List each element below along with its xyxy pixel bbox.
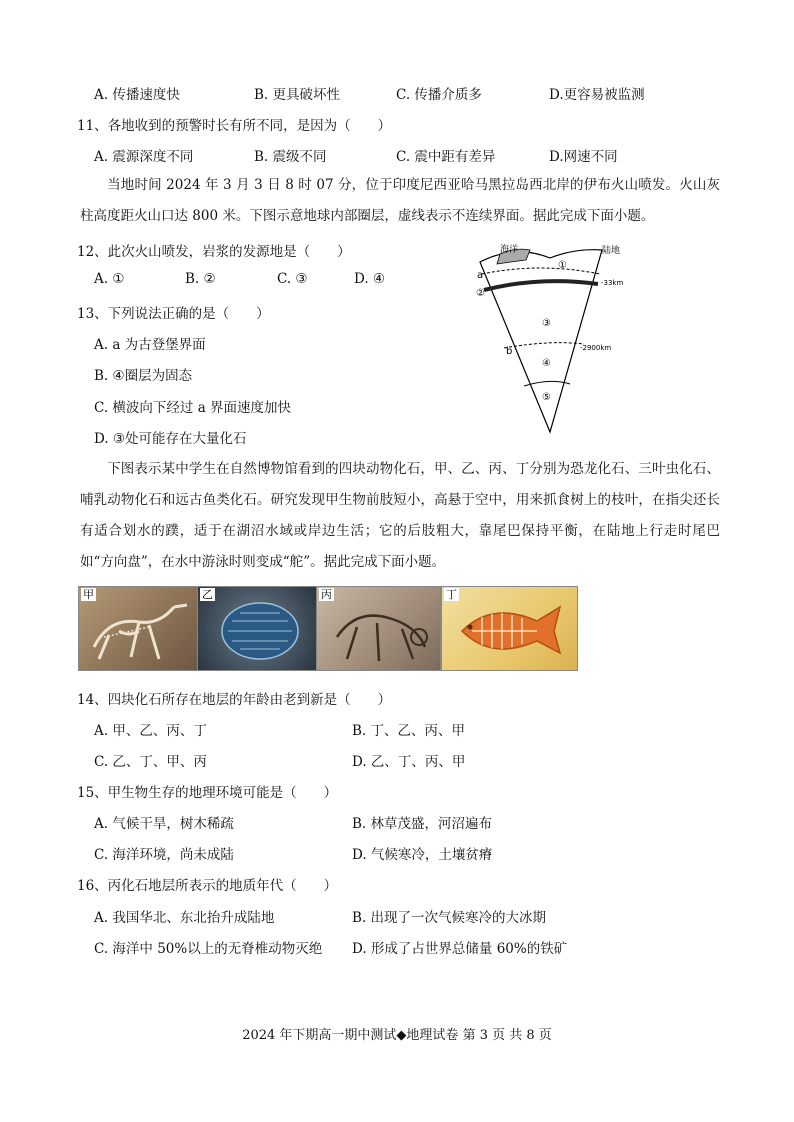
q15-stem: 15、甲生物生存的地理环境可能是（ ） [77,785,338,801]
earth-interior-diagram [470,240,630,436]
q14-stem: 14、四块化石所存在地层的年龄由老到新是（ ） [77,692,392,708]
label-circle-5: ⑤ [542,392,551,403]
fossil-ding-image [441,586,578,671]
q13-option-a: A. a 为古登堡界面 [94,337,206,353]
passage-fossils-text: 下图表示某中学生在自然博物馆看到的四块动物化石，甲、乙、丙、丁分别为恐龙化石、三叶虫化石、哺乳动物化石和远古鱼类化石。研究发现甲生物前肢短小，高悬于空中，用来抓食树上的枝叶，在指尖还长有适合划水的蹼，适于在湖沼水域或岸边生活；它的后肢粗大，靠尾巴保持平衡，在陆地上行走时尾巴如“方向盘”，在水中游泳时则变成“舵”。据此完成下面小题。 [80,461,720,570]
q13-option-c: C. 横波向下经过 a 界面速度加快 [94,400,292,416]
fossil-label-ding: 丁 [446,588,457,601]
q10-option-a: A. 传播速度快 [94,87,180,103]
passage-fossils [80,454,720,578]
fossil-label-bing: 丙 [321,588,332,601]
label-a: a [477,270,484,281]
trilobite-icon [198,587,316,670]
q13-option-d: D. ③处可能存在大量化石 [94,431,247,447]
fossil-label-jia: 甲 [83,588,94,601]
q10-option-b: B. 更具破坏性 [254,87,341,103]
q14-option-b: B. 丁、乙、丙、甲 [352,723,466,739]
q15-option-d: D. 气候寒冷，土壤贫瘠 [352,847,493,863]
q12-option-d: D. ④ [354,271,386,287]
q15-option-c: C. 海洋环境，尚未成陆 [94,847,234,863]
fossil-label-yi: 乙 [202,588,213,601]
dinosaur-skeleton-icon [79,587,197,670]
fish-fossil-icon [442,587,577,670]
q12-option-a: A. ① [94,271,125,287]
q10-option-c: C. 传播介质多 [396,87,482,103]
page-footer: 2024 年下期高一期中测试◆地理试卷 第 3 页 共 8 页 [242,1028,552,1043]
passage-volcano-text: 当地时间 2024 年 3 月 3 日 8 时 07 分，位于印度尼西亚哈马黑拉岛西北岸的伊布火山喷发。火山灰柱高度距火山口达 800 米。下图示意地球内部圈层，虚线表示不连续界面。据此完成下面小题。 [80,177,720,224]
passage-volcano [80,170,720,232]
q16-option-a: A. 我国华北、东北抬升成陆地 [94,910,275,926]
q16-option-b: B. 出现了一次气候寒冷的大冰期 [352,910,547,926]
q13-option-b: B. ④圈层为固态 [94,368,193,384]
q14-option-d: D. 乙、丁、丙、甲 [352,754,466,770]
label-ocean: 海洋 [500,245,519,255]
fossil-bing-image [316,586,441,671]
q16-option-d: D. 形成了占世界总储量 60%的铁矿 [352,941,568,957]
wedge-outline [480,250,602,432]
label-b: b [506,346,513,357]
q15-option-a: A. 气候干旱，树木稀疏 [94,816,234,832]
q12-option-c: C. ③ [277,271,308,287]
label-circle-1: ① [558,260,567,271]
q12-option-b: B. ② [185,271,216,287]
fossil-yi-image [197,586,317,671]
q10-option-d: D.更容易被监测 [549,87,645,103]
label-land: 陆地 [602,246,621,256]
label-circle-4: ④ [542,358,551,369]
q11-option-d: D.网速不同 [549,149,618,165]
label-depth-33km: -33km [601,279,624,287]
q15-option-b: B. 林草茂盛，河沼遍布 [352,816,493,832]
q16-option-c: C. 海洋中 50%以上的无脊椎动物灭绝 [94,941,323,957]
label-circle-2: ② [476,288,485,299]
q11-option-c: C. 震中距有差异 [396,149,496,165]
q11-option-a: A. 震源深度不同 [94,149,194,165]
q11-stem: 11、各地收到的预警时长有所不同，是因为（ ） [77,118,392,134]
q16-stem: 16、丙化石地层所表示的地质年代（ ） [77,878,338,894]
fossil-jia-image [78,586,198,671]
q13-stem: 13、下列说法正确的是（ ） [77,306,270,322]
q11-option-b: B. 震级不同 [254,149,327,165]
q14-option-a: A. 甲、乙、丙、丁 [94,723,207,739]
label-circle-3: ③ [542,318,551,329]
q12-stem: 12、此次火山喷发，岩浆的发源地是（ ） [77,244,351,260]
q14-option-c: C. 乙、丁、甲、丙 [94,754,207,770]
mammal-fossil-icon [317,587,440,670]
label-depth-2900km: -2900km [580,344,612,352]
